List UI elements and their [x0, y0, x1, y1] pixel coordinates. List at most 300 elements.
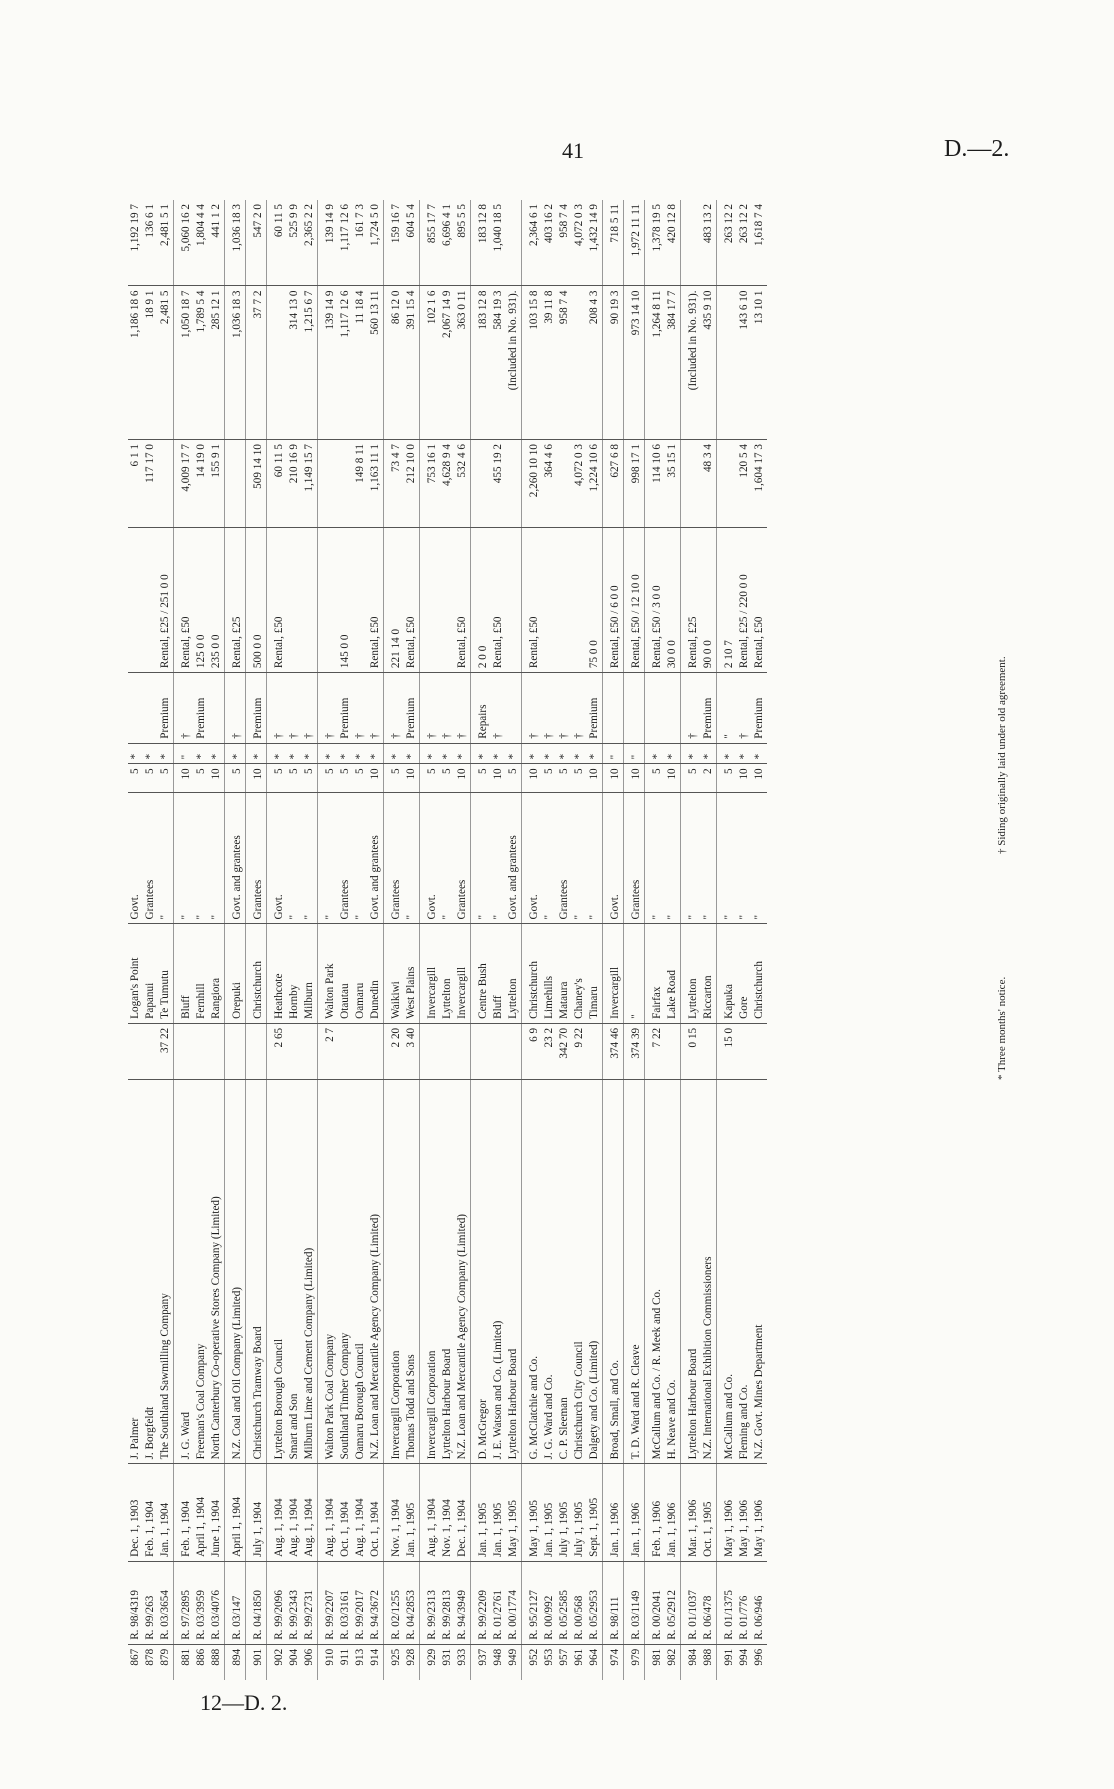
table-cell: R. 99/2209 — [471, 1561, 492, 1644]
table-cell: Jan. 1, 1906 — [624, 1464, 645, 1561]
table-row — [353, 200, 368, 1680]
table-cell: 363 0 11 — [455, 286, 471, 440]
table-row — [737, 200, 752, 1680]
table-cell: 5 — [717, 764, 738, 793]
table-cell: Rental, £50 — [455, 527, 471, 672]
table-cell: † — [302, 673, 318, 744]
table-cell: 364 4 6 — [542, 440, 557, 528]
table-cell: " — [287, 792, 302, 924]
table-cell: 403 16 2 — [542, 200, 557, 286]
table-cell: 102 1 6 — [420, 286, 441, 440]
table-cell: * — [287, 743, 302, 764]
table-cell: 878 — [144, 1648, 156, 1666]
table-cell: May 1, 1906 — [752, 1464, 767, 1561]
table-cell: * — [384, 743, 405, 764]
table-row — [701, 200, 717, 1680]
table-cell: North Canterbury Co-operative Stores Company (Limited) — [209, 1080, 225, 1464]
table-cell: 10 — [587, 764, 603, 793]
table-cell: H. Neave and Co. — [665, 1080, 681, 1464]
table-cell: * — [737, 743, 752, 764]
table-cell: 753 16 1 — [420, 440, 441, 528]
table-cell: 982 — [666, 1648, 678, 1666]
table-cell: † — [737, 673, 752, 744]
table-row — [587, 200, 603, 1680]
table-cell: 221 14 0 — [384, 527, 405, 672]
table-cell: 90 0 0 — [701, 527, 717, 672]
table-row — [506, 200, 522, 1680]
table-cell: 913 — [354, 1648, 366, 1666]
table-cell: 901 — [252, 1648, 264, 1666]
table-cell: Aug. 1, 1904 — [420, 1464, 441, 1561]
table-cell: 4,628 9 4 — [440, 440, 455, 528]
table-cell: * — [302, 743, 318, 764]
table-cell: Govt. — [128, 792, 143, 924]
table-cell: 929 — [426, 1648, 438, 1666]
table-cell: Govt. — [267, 792, 288, 924]
table-cell: 525 9 9 — [287, 200, 302, 286]
table-cell: 894 — [231, 1648, 243, 1666]
table-cell: R. 03/3959 — [194, 1561, 209, 1644]
table-cell: * — [587, 743, 603, 764]
table-cell: Broad, Small, and Co. — [603, 1080, 624, 1464]
table-cell: Walton Park Coal Company — [318, 1080, 339, 1464]
table-cell: 5 — [681, 764, 702, 793]
table-cell: 48 3 4 — [701, 440, 717, 528]
table-cell: 5 — [158, 764, 174, 793]
table-cell: R. 03/3161 — [338, 1561, 353, 1644]
table-cell: 2 65 — [267, 1023, 288, 1079]
table-cell: 547 2 0 — [246, 200, 267, 286]
table-cell: R. 05/2953 — [587, 1561, 603, 1644]
table-cell: * — [420, 743, 441, 764]
table-cell: 374 46 — [603, 1023, 624, 1079]
table-cell: 914 — [369, 1648, 381, 1666]
table-cell: 627 6 8 — [603, 440, 624, 528]
table-cell — [455, 1023, 471, 1079]
table-cell: 75 0 0 — [587, 527, 603, 672]
table-cell: † — [440, 673, 455, 744]
table-cell: 103 15 8 — [522, 286, 543, 440]
table-cell — [506, 1023, 522, 1079]
table-cell: Invercargill — [420, 924, 441, 1023]
table-row — [522, 200, 543, 1680]
table-row — [209, 200, 225, 1680]
table-cell: D. McGregor — [471, 1080, 492, 1464]
table-cell: Rental, £50 / 3 0 0 — [645, 527, 666, 672]
table-cell: Fleming and Co. — [737, 1080, 752, 1464]
table-cell: 6 1 1 — [128, 440, 143, 528]
table-cell: T. D. Ward and R. Cleave — [624, 1080, 645, 1464]
table-cell: 136 6 1 — [143, 200, 158, 286]
table-cell: " — [603, 743, 624, 764]
table-cell: R. 06/478 — [701, 1561, 717, 1644]
table-cell: 5 — [143, 764, 158, 793]
table-cell — [440, 527, 455, 672]
table-cell: * — [158, 743, 174, 764]
table-cell: * — [522, 743, 543, 764]
table-cell: 604 5 4 — [404, 200, 420, 286]
table-cell: Logan's Point — [128, 924, 143, 1023]
table-cell: Waikiwi — [384, 924, 405, 1023]
table-cell: 1,604 17 3 — [752, 440, 767, 528]
table-cell: 145 0 0 — [338, 527, 353, 672]
table-cell — [491, 1023, 506, 1079]
table-cell: Govt. — [420, 792, 441, 924]
table-cell: 952 — [528, 1648, 540, 1666]
table-cell: May 1, 1906 — [717, 1464, 738, 1561]
table-cell: Dec. 1, 1903 — [128, 1464, 143, 1561]
footnotes — [996, 536, 1008, 1080]
table-cell: R. 99/2343 — [287, 1561, 302, 1644]
table-cell: R. 99/2207 — [318, 1561, 339, 1644]
table-cell: " — [318, 792, 339, 924]
table-cell: 996 — [753, 1648, 765, 1666]
table-cell: 718 5 11 — [603, 200, 624, 286]
table-cell: 342 70 — [557, 1023, 572, 1079]
table-cell: 10 — [752, 764, 767, 793]
table-cell: * — [338, 743, 353, 764]
table-cell: Lyttelton Borough Council — [267, 1080, 288, 1464]
table-cell: " — [717, 673, 738, 744]
table-cell: † — [287, 673, 302, 744]
table-cell: R. 97/2895 — [174, 1561, 195, 1644]
table-cell — [246, 1023, 267, 1079]
table-cell: 928 — [405, 1648, 417, 1666]
table-cell: 18 9 1 — [143, 286, 158, 440]
table-cell: 5,060 16 2 — [174, 200, 195, 286]
table-cell — [471, 440, 492, 528]
table-cell: 1,724 5 0 — [368, 200, 384, 286]
table-cell: Thomas Todd and Sons — [404, 1080, 420, 1464]
table-cell — [624, 673, 645, 744]
table-cell: Lyttelton — [440, 924, 455, 1023]
table-cell: 60 11 5 — [267, 440, 288, 528]
table-cell: 125 0 0 — [194, 527, 209, 672]
table-cell: West Plains — [404, 924, 420, 1023]
table-cell — [353, 527, 368, 672]
table-row — [645, 200, 666, 1680]
table-cell: 5 — [645, 764, 666, 793]
table-cell: 584 19 3 — [491, 286, 506, 440]
table-cell: J. E. Watson and Co. (Limited) — [491, 1080, 506, 1464]
table-cell: 2,365 2 2 — [302, 200, 318, 286]
table-cell: 879 — [159, 1648, 171, 1666]
table-cell: " — [701, 792, 717, 924]
table-cell: 2,067 14 9 — [440, 286, 455, 440]
table-cell: Premium — [246, 673, 267, 744]
table-cell: G. McClatchie and Co. — [522, 1080, 543, 1464]
footnote-notice: * Three months' notice. — [996, 976, 1008, 1080]
table-cell: N.Z. Loan and Mercantile Agency Company (Limited) — [455, 1080, 471, 1464]
table-cell: 5 — [353, 764, 368, 793]
table-cell: 1,163 11 1 — [368, 440, 384, 528]
table-cell: 483 13 2 — [701, 200, 717, 286]
table-cell: Lake Road — [665, 924, 681, 1023]
table-row — [455, 200, 471, 1680]
table-cell: Sept. 1, 1905 — [587, 1464, 603, 1561]
table-cell: 2,481 5 1 — [158, 200, 174, 286]
table-cell: R. 04/2853 — [404, 1561, 420, 1644]
table-cell: Govt. and grantees — [225, 792, 246, 924]
table-cell — [158, 440, 174, 528]
table-cell: 974 — [609, 1648, 621, 1666]
table-cell: 5 — [267, 764, 288, 793]
table-cell: Kapuka — [717, 924, 738, 1023]
table-cell: 5 — [318, 764, 339, 793]
table-cell: * — [194, 743, 209, 764]
table-cell: 159 16 7 — [384, 200, 405, 286]
table-row — [404, 200, 420, 1680]
table-cell: Papanui — [143, 924, 158, 1023]
table-row — [287, 200, 302, 1680]
table-cell: Southland Timber Company — [338, 1080, 353, 1464]
table-cell — [194, 1023, 209, 1079]
table-cell: Rental, £25 — [681, 527, 702, 672]
table-cell: Lyttelton — [681, 924, 702, 1023]
table-cell: Premium — [194, 673, 209, 744]
table-cell — [318, 527, 339, 672]
table-cell: Gore — [737, 924, 752, 1023]
table-cell: 958 7 4 — [557, 200, 572, 286]
table-cell: † — [420, 673, 441, 744]
table-cell — [143, 527, 158, 672]
table-cell: McCallum and Co. / R. Meek and Co. — [645, 1080, 666, 1464]
table-cell: " — [624, 924, 645, 1023]
table-cell: " — [194, 792, 209, 924]
table-cell: 1,149 15 7 — [302, 440, 318, 528]
table-cell: 60 11 5 — [267, 200, 288, 286]
table-cell: 15 0 — [717, 1023, 738, 1079]
table-cell: 235 0 0 — [209, 527, 225, 672]
table-cell: 5 — [384, 764, 405, 793]
table-cell: 5 — [128, 764, 143, 793]
table-cell: † — [384, 673, 405, 744]
table-cell: Dunedin — [368, 924, 384, 1023]
table-cell: " — [440, 792, 455, 924]
footer-code: 12—D. 2. — [200, 1690, 288, 1715]
table-cell: 957 — [558, 1648, 570, 1666]
table-row — [225, 200, 246, 1680]
table-cell: * — [368, 743, 384, 764]
table-cell: Rental, £50 / 6 0 0 — [603, 527, 624, 672]
table-cell: 11 18 4 — [353, 286, 368, 440]
table-cell: 5 — [557, 764, 572, 793]
table-cell: Feb. 1, 1906 — [645, 1464, 666, 1561]
table-row — [128, 200, 143, 1680]
table-cell: R. 03/147 — [225, 1561, 246, 1644]
table-cell: 6 9 — [522, 1023, 543, 1079]
table-cell: Rental, £25 — [225, 527, 246, 672]
table-cell — [752, 1023, 767, 1079]
table-cell — [645, 673, 666, 744]
table-cell: 973 14 10 — [624, 286, 645, 440]
table-cell: " — [542, 792, 557, 924]
table-cell — [587, 1023, 603, 1079]
table-cell — [542, 527, 557, 672]
table-cell: Fernhill — [194, 924, 209, 1023]
table-cell: " — [174, 743, 195, 764]
table-cell — [701, 1023, 717, 1079]
table-cell: R. 04/1850 — [246, 1561, 267, 1644]
table-cell: 1,036 18 3 — [225, 286, 246, 440]
table-cell: Oct. 1, 1904 — [368, 1464, 384, 1561]
table-cell: R. 03/4076 — [209, 1561, 225, 1644]
table-cell: 183 12 8 — [471, 286, 492, 440]
table-cell — [506, 527, 522, 672]
table-cell — [471, 1023, 492, 1079]
table-cell: 10 — [368, 764, 384, 793]
table-cell: Nov. 1, 1904 — [384, 1464, 405, 1561]
table-cell: " — [302, 792, 318, 924]
table-cell: 2,364 6 1 — [522, 200, 543, 286]
table-cell: 139 14 9 — [318, 286, 339, 440]
table-cell: * — [506, 743, 522, 764]
table-cell: April 1, 1904 — [194, 1464, 209, 1561]
table-cell: Govt. and grantees — [506, 792, 522, 924]
table-cell: Jan. 1, 1906 — [665, 1464, 681, 1561]
table-cell: Milburn Lime and Cement Company (Limited) — [302, 1080, 318, 1464]
table-cell: July 1, 1905 — [557, 1464, 572, 1561]
table-cell: 0 15 — [681, 1023, 702, 1079]
table-row — [302, 200, 318, 1680]
table-cell: 314 13 0 — [287, 286, 302, 440]
table-cell: * — [440, 743, 455, 764]
table-cell: 10 — [246, 764, 267, 793]
table-cell: " — [572, 792, 587, 924]
table-cell: Aug. 1, 1904 — [302, 1464, 318, 1561]
footnote-siding: † Siding originally laid under old agreement. — [996, 656, 1008, 855]
table-cell: Lyttelton — [506, 924, 522, 1023]
table-cell: N.Z. International Exhibition Commissioners — [701, 1080, 717, 1464]
table-cell: 374 39 — [624, 1023, 645, 1079]
table-cell: 90 19 3 — [603, 286, 624, 440]
table-cell: 560 13 11 — [368, 286, 384, 440]
table-row — [318, 200, 339, 1680]
table-row — [158, 200, 174, 1680]
table-cell: R. 01/1375 — [717, 1561, 738, 1644]
table-cell: 1,972 11 11 — [624, 200, 645, 286]
table-cell: " — [491, 792, 506, 924]
table-cell: May 1, 1905 — [506, 1464, 522, 1561]
table-cell: 39 11 8 — [542, 286, 557, 440]
table-cell: Milburn — [302, 924, 318, 1023]
table-cell: 86 12 0 — [384, 286, 405, 440]
table-cell: † — [225, 673, 246, 744]
table-cell: 2,260 10 10 — [522, 440, 543, 528]
table-cell — [143, 673, 158, 744]
table-cell: 30 0 0 — [665, 527, 681, 672]
table-cell: N.Z. Loan and Mercantile Agency Company (Limited) — [368, 1080, 384, 1464]
table-cell: Rental, £50 — [522, 527, 543, 672]
table-cell: 212 10 0 — [404, 440, 420, 528]
table-cell: 1,432 14 9 — [587, 200, 603, 286]
table-cell: 10 — [665, 764, 681, 793]
table-cell: Rental, £50 — [404, 527, 420, 672]
table-cell — [128, 673, 143, 744]
table-cell: Invercargill Corporation — [384, 1080, 405, 1464]
table-cell: * — [143, 743, 158, 764]
table-cell: 35 15 1 — [665, 440, 681, 528]
table-cell: 37 7 2 — [246, 286, 267, 440]
table-cell: 455 19 2 — [491, 440, 506, 528]
table-cell: Premium — [701, 673, 717, 744]
table-cell: 532 4 6 — [455, 440, 471, 528]
table-cell: Timaru — [587, 924, 603, 1023]
table-cell: 1,804 4 4 — [194, 200, 209, 286]
table-cell: 911 — [339, 1648, 351, 1666]
table-cell: R. 02/1255 — [384, 1561, 405, 1644]
table-cell: 2 — [701, 764, 717, 793]
table-cell: † — [174, 673, 195, 744]
table-cell: R. 03/3654 — [158, 1561, 174, 1644]
table-cell: Christchurch — [246, 924, 267, 1023]
table-cell: Rental, £50 — [267, 527, 288, 672]
table-cell: Jan. 1, 1905 — [491, 1464, 506, 1561]
table-cell: Lyttelton Harbour Board — [681, 1080, 702, 1464]
table-cell: * — [246, 743, 267, 764]
table-cell: 948 — [492, 1648, 504, 1666]
table-cell: Rental, £50 / 12 10 0 — [624, 527, 645, 672]
table-cell: Aug. 1, 1904 — [353, 1464, 368, 1561]
table-cell: R. 05/2912 — [665, 1561, 681, 1644]
table-cell: Premium — [158, 673, 174, 744]
table-cell: 10 — [737, 764, 752, 793]
table-cell: * — [471, 743, 492, 764]
table-cell: " — [353, 792, 368, 924]
table-cell: " — [471, 792, 492, 924]
table-cell: " — [587, 792, 603, 924]
table-row — [717, 200, 738, 1680]
table-cell: Invercargill Corporation — [420, 1080, 441, 1464]
table-cell: * — [209, 743, 225, 764]
table-cell: C. P. Sleeman — [557, 1080, 572, 1464]
table-row — [665, 200, 681, 1680]
table-row — [174, 200, 195, 1680]
table-row — [572, 200, 587, 1680]
table-cell: 161 7 3 — [353, 200, 368, 286]
table-cell: * — [557, 743, 572, 764]
table-cell — [506, 673, 522, 744]
table-cell: 2 10 7 — [717, 527, 738, 672]
table-cell: Govt. — [603, 792, 624, 924]
table-cell: 2 7 — [318, 1023, 339, 1079]
table-cell — [302, 527, 318, 672]
table-cell: † — [557, 673, 572, 744]
table-cell: 2,481 5 — [158, 286, 174, 440]
table-cell: Riccarton — [701, 924, 717, 1023]
table-cell: 4,072 0 3 — [572, 200, 587, 286]
table-cell: Oct. 1, 1905 — [701, 1464, 717, 1561]
table-cell: * — [128, 743, 143, 764]
table-cell: Rangiora — [209, 924, 225, 1023]
table-cell — [440, 1023, 455, 1079]
table-cell: 509 14 10 — [246, 440, 267, 528]
table-cell: * — [701, 743, 717, 764]
table-cell: Premium — [404, 673, 420, 744]
table-row — [624, 200, 645, 1680]
table-cell: J. Borgfeldt — [143, 1080, 158, 1464]
table-cell: " — [174, 792, 195, 924]
table-cell: † — [522, 673, 543, 744]
table-cell: 1,264 8 11 — [645, 286, 666, 440]
table-cell: " — [665, 792, 681, 924]
table-cell — [665, 673, 681, 744]
table-cell — [603, 673, 624, 744]
table-cell: * — [225, 743, 246, 764]
table-cell: 155 9 1 — [209, 440, 225, 528]
table-cell: 953 — [543, 1648, 555, 1666]
table-cell: 10 — [174, 764, 195, 793]
